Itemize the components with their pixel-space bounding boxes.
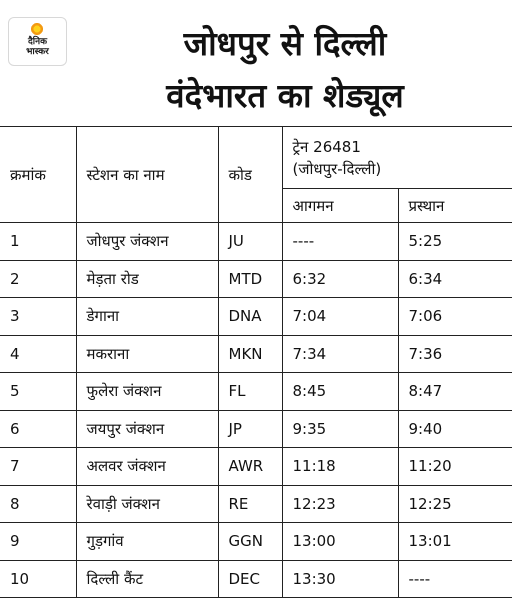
station-code-cell: MTD	[218, 260, 282, 298]
arrival-time-cell: 7:04	[282, 298, 398, 336]
table-row	[0, 373, 512, 411]
serial-cell: 8	[0, 485, 76, 523]
logo-line-2: भास्कर	[26, 47, 49, 57]
serial-cell: 6	[0, 410, 76, 448]
station-code-cell: DNA	[218, 298, 282, 336]
schedule-table	[0, 126, 512, 598]
station-code-cell: MKN	[218, 335, 282, 373]
table-row	[0, 560, 512, 598]
table-row	[0, 448, 512, 486]
station-name-cell: गुड़गांव	[76, 523, 218, 561]
arrival-time-cell: 7:34	[282, 335, 398, 373]
serial-cell: 10	[0, 560, 76, 598]
col-header-arrival: आगमन	[282, 189, 398, 223]
table-header-row	[0, 127, 512, 189]
col-header-code: कोड	[218, 127, 282, 223]
arrival-time-cell: 11:18	[282, 448, 398, 486]
arrival-time-cell: ----	[282, 223, 398, 261]
serial-cell: 7	[0, 448, 76, 486]
table-row	[0, 523, 512, 561]
page-title-line-1: जोधपुर से दिल्ली	[183, 24, 387, 63]
departure-time-cell: 9:40	[398, 410, 512, 448]
station-code-cell: DEC	[218, 560, 282, 598]
col-header-train	[282, 127, 512, 189]
col-header-departure: प्रस्थान	[398, 189, 512, 223]
table-row	[0, 223, 512, 261]
logo-line-1: दैनिक	[27, 37, 48, 47]
station-name-cell: मेड़ता रोड	[76, 260, 218, 298]
station-code-cell: JP	[218, 410, 282, 448]
departure-time-cell: 8:47	[398, 373, 512, 411]
departure-time-cell: 12:25	[398, 485, 512, 523]
departure-time-cell: 6:34	[398, 260, 512, 298]
train-route: (जोधपुर-दिल्ली)	[292, 159, 382, 178]
arrival-time-cell: 13:30	[282, 560, 398, 598]
station-code-cell: RE	[218, 485, 282, 523]
station-code-cell: AWR	[218, 448, 282, 486]
station-name-cell: जयपुर जंक्शन	[76, 410, 218, 448]
col-header-serial: क्रमांक	[0, 127, 76, 223]
table-row	[0, 298, 512, 336]
arrival-time-cell: 9:35	[282, 410, 398, 448]
station-name-cell: अलवर जंक्शन	[76, 448, 218, 486]
departure-time-cell: 5:25	[398, 223, 512, 261]
station-code-cell: JU	[218, 223, 282, 261]
departure-time-cell: 11:20	[398, 448, 512, 486]
station-name-cell: फुलेरा जंक्शन	[76, 373, 218, 411]
arrival-time-cell: 12:23	[282, 485, 398, 523]
train-number: ट्रेन 26481	[292, 137, 361, 156]
arrival-time-cell: 6:32	[282, 260, 398, 298]
page-title-line-2: वंदेभारत का शेड्यूल	[166, 76, 404, 115]
departure-time-cell: 7:36	[398, 335, 512, 373]
col-header-station: स्टेशन का नाम	[76, 127, 218, 223]
station-name-cell: मकराना	[76, 335, 218, 373]
station-code-cell: GGN	[218, 523, 282, 561]
serial-cell: 2	[0, 260, 76, 298]
table-row	[0, 260, 512, 298]
header	[0, 0, 512, 126]
arrival-time-cell: 8:45	[282, 373, 398, 411]
arrival-time-cell: 13:00	[282, 523, 398, 561]
station-code-cell: FL	[218, 373, 282, 411]
departure-time-cell: 7:06	[398, 298, 512, 336]
serial-cell: 3	[0, 298, 76, 336]
table-row	[0, 410, 512, 448]
station-name-cell: रेवाड़ी जंक्शन	[76, 485, 218, 523]
table-row	[0, 335, 512, 373]
station-name-cell: दिल्ली कैंट	[76, 560, 218, 598]
departure-time-cell: 13:01	[398, 523, 512, 561]
station-name-cell: डेगाना	[76, 298, 218, 336]
sun-icon	[30, 22, 44, 36]
serial-cell: 1	[0, 223, 76, 261]
dainik-bhaskar-logo	[8, 17, 67, 66]
station-name-cell: जोधपुर जंक्शन	[76, 223, 218, 261]
table-row	[0, 485, 512, 523]
serial-cell: 5	[0, 373, 76, 411]
serial-cell: 9	[0, 523, 76, 561]
serial-cell: 4	[0, 335, 76, 373]
departure-time-cell: ----	[398, 560, 512, 598]
